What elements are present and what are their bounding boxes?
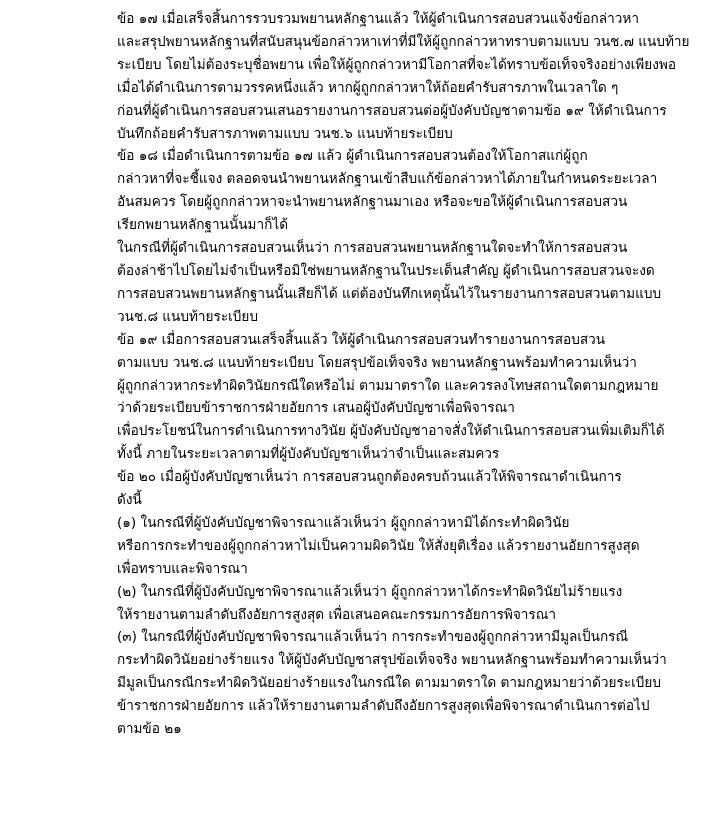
text-line: ต้องล่าช้าไปโดยไม่จำเป็นหรือมิใช่พยานหลักฐานในประเด็นสำคัญ ผู้ดำเนินการสอบสวนจะงด (117, 262, 655, 279)
text-line: วนช.๘ แนบท้ายระเบียบ (117, 308, 258, 325)
text-line: ระเบียบ โดยไม่ต้องระบุชื่อพยาน เพื่อให้ผู้ถูกกล่าวหามีโอกาสที่จะได้ทราบข้อเท็จจริงอย่างเพียงพอ (117, 56, 676, 73)
text-line: ตามแบบ วนช.๘ แนบท้ายระเบียบ โดยสรุปข้อเท็จจริง พยานหลักฐานพร้อมทำความเห็นว่า (117, 354, 637, 371)
text-line: มีมูลเป็นกรณีกระทำผิดวินัยอย่างร้ายแรงในกรณีใด ตามมาตราใด ตามกฎหมายว่าด้วยระเบียบ (117, 675, 661, 692)
paragraph-article-17-confession (63, 77, 690, 146)
text-line: (๓) ในกรณีที่ผู้บังคับบัญชาพิจารณาแล้วเห็นว่า การกระทำของผู้ถูกกล่าวหามีมูลเป็นกรณี (117, 629, 629, 646)
text-line: บันทึกถ้อยคำรับสารภาพตามแบบ วนช.๖ แนบท้ายระเบียบ (117, 125, 453, 142)
text-line: ว่าด้วยระเบียบข้าราชการฝ่ายอัยการ เสนอผู้บังคับบัญชาเพื่อพิจารณา (117, 400, 515, 417)
text-line: ข้อ ๑๗ เมื่อเสร็จสิ้นการรวบรวมพยานหลักฐานแล้ว ให้ผู้ดำเนินการสอบสวนแจ้งข้อกล่าวหา (117, 11, 639, 27)
text-line: หรือการกระทำของผู้ถูกกล่าวหาไม่เป็นความผิดวินัย ให้สั่งยุติเรื่อง แล้วรายงานอัยการสูงสุด (117, 537, 640, 554)
text-line: ในกรณีที่ผู้ดำเนินการสอบสวนเห็นว่า การสอบสวนพยานหลักฐานใดจะทำให้การสอบสวน (117, 240, 628, 257)
text-line: ตามข้อ ๒๑ (117, 721, 182, 738)
text-line: เพื่อประโยชน์ในการดำเนินการทางวินัย ผู้บังคับบัญชาอาจสั่งให้ดำเนินการสอบสวนเพิ่มเติมก็ได้ (117, 423, 665, 440)
paragraph-article-20 (63, 466, 690, 512)
paragraph-article-19 (63, 329, 690, 421)
text-line: การสอบสวนพยานหลักฐานนั้นเสียก็ได้ แต่ต้องบันทึกเหตุนั้นไว้ในรายงานการสอบสวนตามแบบ (117, 285, 662, 302)
text-line: ก่อนที่ผู้ดำเนินการสอบสวนเสนอรายงานการสอบสวนต่อผู้บังคับบัญชาตามข้อ ๑๙ ให้ดำเนินการ (117, 102, 667, 119)
text-line: เรียกพยานหลักฐานนั้นมาก็ได้ (117, 217, 289, 234)
text-line: กล่าวหาที่จะชี้แจง ตลอดจนนำพยานหลักฐานเข้าสืบแก้ข้อกล่าวหาได้ภายในกำหนดระยะเวลา (117, 171, 658, 188)
text-line: เพื่อทราบและพิจารณา (117, 560, 248, 577)
text-line: (๒) ในกรณีที่ผู้บังคับบัญชาพิจารณาแล้วเห็นว่า ผู้ถูกกล่าวหาได้กระทำผิดวินัยไม่ร้ายแรง (117, 583, 623, 600)
paragraph-article-18 (63, 145, 690, 237)
text-line: ข้าราชการฝ่ายอัยการ แล้วให้รายงานตามลำดับถึงอัยการสูงสุดเพื่อพิจารณาดำเนินการต่อไป (117, 698, 650, 715)
text-line: เมื่อได้ดำเนินการตามวรรคหนึ่งแล้ว หากผู้ถูกกล่าวหาให้ถ้อยคำรับสารภาพในเวลาใด ๆ (117, 79, 619, 96)
text-line: ข้อ ๑๙ เมื่อการสอบสวนเสร็จสิ้นแล้ว ให้ผู้ดำเนินการสอบสวนทำรายงานการสอบสวน (117, 331, 606, 348)
text-line: ดังนี้ (117, 492, 142, 509)
paragraph-article-20-item-3 (63, 626, 690, 741)
text-line: กระทำผิดวินัยอย่างร้ายแรง ให้ผู้บังคับบัญชาสรุปข้อเท็จจริง พยานหลักฐานพร้อมทำความเห็นว่า (117, 652, 667, 669)
paragraph-article-20-item-1 (63, 512, 690, 581)
text-line: (๑) ในกรณีที่ผู้บังคับบัญชาพิจารณาแล้วเห็นว่า ผู้ถูกกล่าวหามิได้กระทำผิดวินัย (117, 514, 570, 531)
paragraph-article-20-item-2 (63, 581, 690, 627)
text-line: และสรุปพยานหลักฐานที่สนับสนุนข้อกล่าวหาเท่าที่มีให้ผู้ถูกกล่าวหาทราบตามแบบ วนช.๗ แนบท้าย (117, 33, 690, 50)
text-line: ข้อ ๒๐ เมื่อผู้บังคับบัญชาเห็นว่า การสอบสวนถูกต้องครบถ้วนแล้วให้พิจารณาดำเนินการ (117, 469, 622, 486)
paragraph-article-18-waiver (63, 237, 690, 329)
paragraph-article-17 (63, 8, 690, 77)
text-line: ผู้ถูกกล่าวหากระทำผิดวินัยกรณีใดหรือไม่ ตามมาตราใด และควรลงโทษสถานใดตามกฎหมาย (117, 377, 659, 394)
paragraph-article-19-additional (63, 420, 690, 466)
text-line: ให้รายงานตามลำดับถึงอัยการสูงสุด เพื่อเสนอคณะกรรมการอัยการพิจารณา (117, 606, 556, 623)
text-line: อันสมควร โดยผู้ถูกกล่าวหาจะนำพยานหลักฐานมาเอง หรือจะขอให้ผู้ดำเนินการสอบสวน (117, 194, 628, 211)
text-line: ข้อ ๑๘ เมื่อดำเนินการตามข้อ ๑๗ แล้ว ผู้ดำเนินการสอบสวนต้องให้โอกาสแก่ผู้ถูก (117, 148, 588, 165)
text-line: ทั้งนี้ ภายในระยะเวลาตามที่ผู้บังคับบัญชาเห็นว่าจำเป็นและสมควร (117, 446, 500, 463)
